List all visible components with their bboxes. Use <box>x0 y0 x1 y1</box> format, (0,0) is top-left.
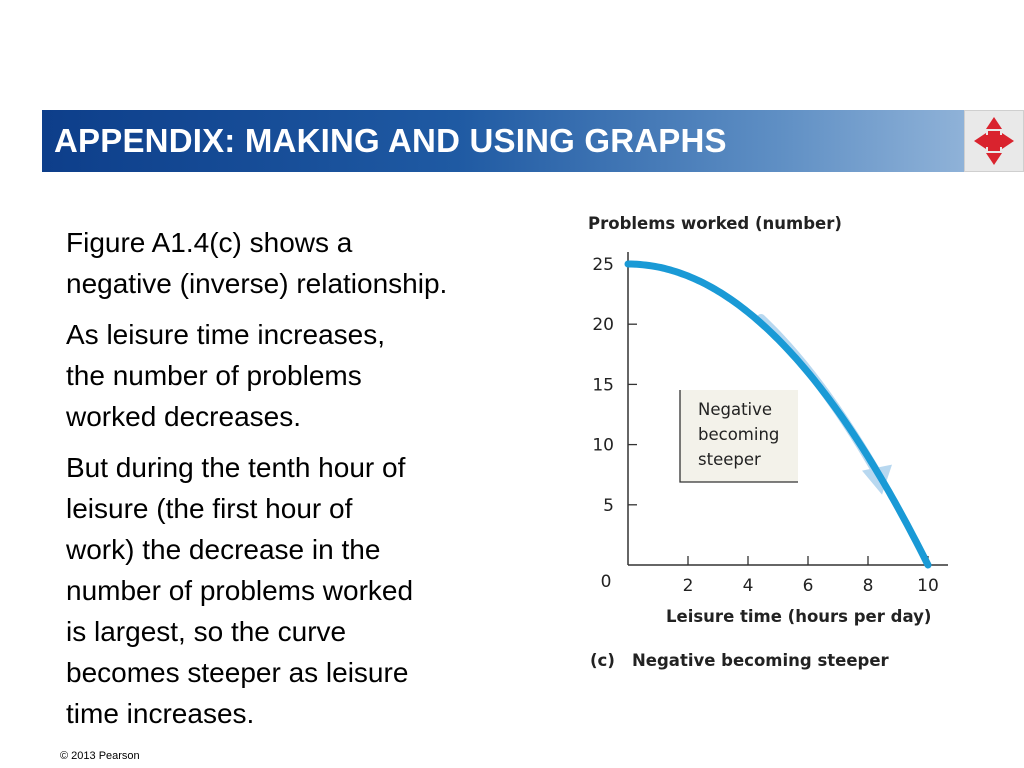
caption-letter: (c) <box>590 651 615 670</box>
text-line: But during the tenth hour of <box>66 452 406 483</box>
annotation-text: Negative <box>698 400 773 419</box>
text-line: worked decreases. <box>66 401 302 432</box>
annotation-text: becoming <box>698 425 780 444</box>
text-line: As leisure time increases, <box>66 319 386 350</box>
x-tick-label: 8 <box>862 576 874 596</box>
text-line: is largest, so the curve <box>66 616 347 647</box>
body-text <box>66 222 546 744</box>
copyright-text: © 2013 Pearson <box>60 750 140 762</box>
paragraph-2 <box>66 314 546 437</box>
line-chart <box>560 200 980 690</box>
text-line: Figure A1.4(c) shows a <box>66 227 353 258</box>
caption-text: Negative becoming steeper <box>632 651 889 670</box>
y-tick-label: 25 <box>592 255 614 275</box>
text-line: negative (inverse) relationship. <box>66 268 448 299</box>
y-tick-label: 20 <box>592 315 614 336</box>
text-line: the number of problems <box>66 360 362 391</box>
paragraph-1 <box>66 222 546 304</box>
page-title: APPENDIX: MAKING AND USING GRAPHS <box>54 122 727 159</box>
x-tick-label: 6 <box>802 576 814 596</box>
text-line: becomes steeper as leisure <box>66 657 409 688</box>
text-line: leisure (the first hour of <box>66 493 353 524</box>
origin-label: 0 <box>600 572 612 592</box>
x-tick-label: 4 <box>742 576 754 596</box>
four-direction-arrows-icon[interactable] <box>964 110 1024 172</box>
annotation-text: steeper <box>698 450 761 469</box>
text-line: number of problems worked <box>66 575 414 606</box>
paragraph-3 <box>66 447 546 734</box>
y-tick-label: 5 <box>603 495 614 516</box>
text-line: work) the decrease in the <box>66 534 381 565</box>
x-tick-label: 10 <box>917 576 939 596</box>
title-banner <box>42 110 964 172</box>
y-tick-label: 15 <box>592 375 614 396</box>
text-line: time increases. <box>66 698 255 729</box>
y-axis-label: Problems worked (number) <box>588 214 842 233</box>
x-axis-label: Leisure time (hours per day) <box>666 607 932 626</box>
y-tick-label: 10 <box>592 435 614 456</box>
x-tick-label: 2 <box>682 576 694 596</box>
